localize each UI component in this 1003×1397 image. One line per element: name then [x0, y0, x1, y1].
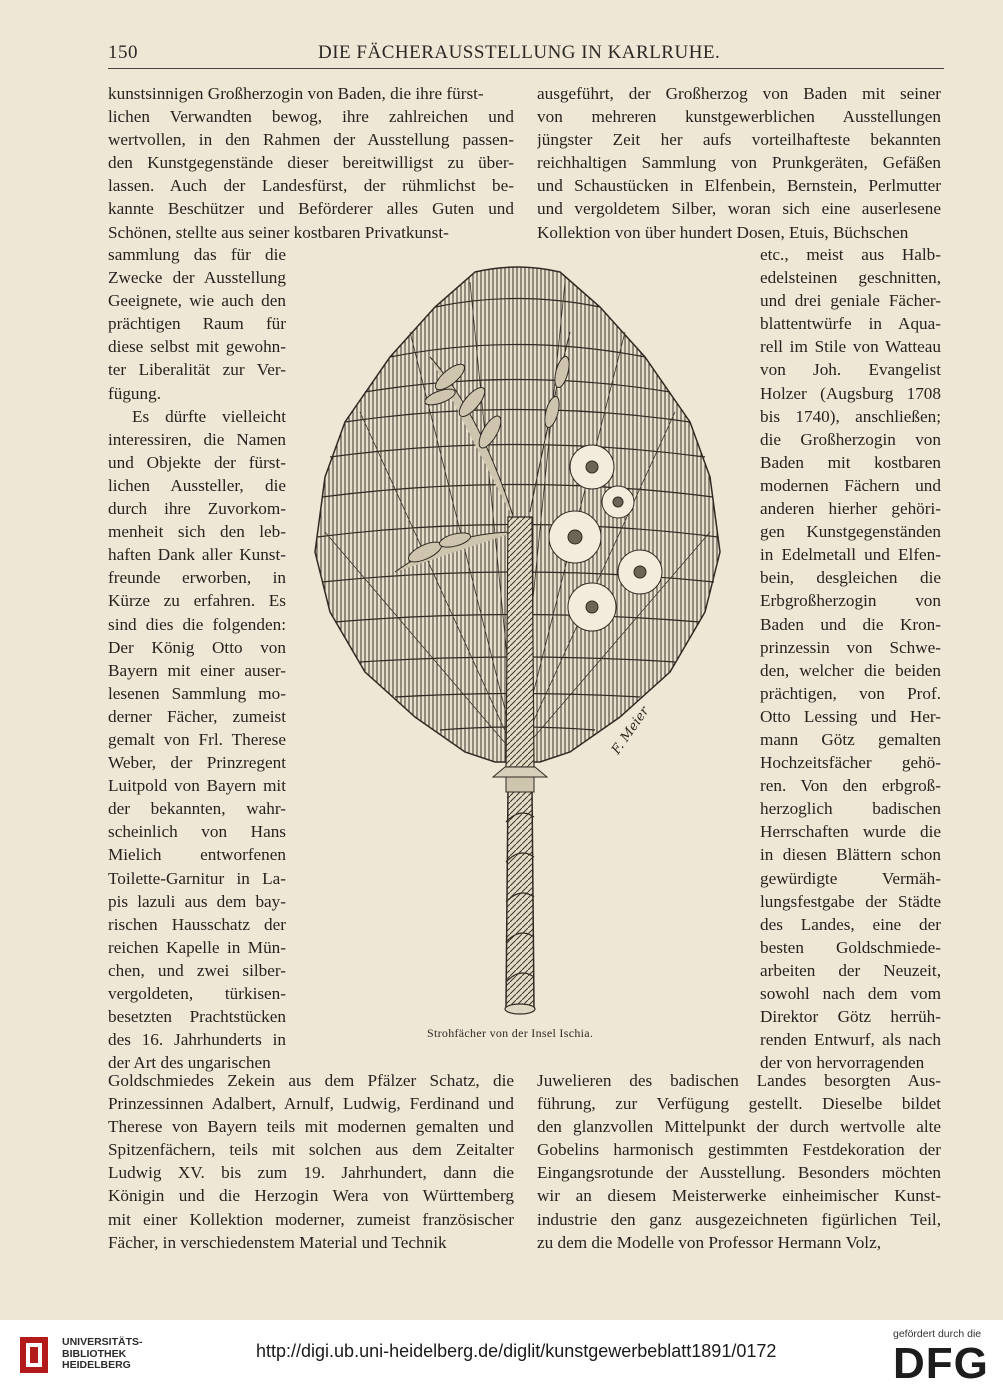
digitization-footer — [0, 1320, 1003, 1397]
page-header — [108, 42, 944, 72]
dfg-logo: DFG — [893, 1339, 989, 1388]
text-line: zu dem die Modelle von Professor Hermann Volz, — [537, 1232, 881, 1252]
text-line: lungsfestgabe der Städte — [760, 891, 941, 911]
header-rule — [108, 68, 944, 69]
text-line: Baden mit kostbaren — [760, 452, 941, 472]
text-line: den glanzvollen Mittelpunkt der durch wertvolle alte — [537, 1117, 941, 1137]
text-line: anderen hierher gehöri- — [760, 499, 941, 519]
text-line: von Joh. Evangelist — [760, 360, 941, 380]
text-line: ren. Von den erbgroß- — [760, 776, 941, 796]
text-line: prinzessin von Schwe- — [760, 637, 941, 657]
text-line: Geeignete, wie auch den — [108, 291, 286, 311]
text-line: Mielich entworfenen — [108, 845, 286, 865]
text-line: rischen Hausschatz der — [108, 914, 286, 934]
text-line: Es dürfte vielleicht — [132, 406, 286, 426]
text-line: den, welcher die beiden — [760, 660, 941, 680]
straw-fan-illustration — [300, 262, 735, 1022]
text-line: und vergoldetem Silber, woran sich eine auserlesene — [537, 199, 941, 219]
text-line: Spitzenfächern, teils mit solchen aus dem Zeitalter — [108, 1140, 514, 1160]
text-line: Bayern mit einer auser- — [108, 660, 286, 680]
text-line: Baden und die Kron- — [760, 614, 941, 634]
text-line: lichen Aussteller, die — [108, 475, 286, 495]
text-line: Hochzeitsfächer gehö- — [760, 753, 941, 773]
text-line: sammlung das für die — [108, 245, 286, 264]
text-line: Der König Otto von — [108, 637, 286, 657]
text-column-left-top — [108, 82, 514, 244]
text-line: Direktor Götz herrüh- — [760, 1007, 941, 1027]
text-line: jüngster Zeit her aufs vorteilhafteste bekannten — [537, 130, 941, 150]
text-line: Zwecke der Ausstellung — [108, 268, 286, 288]
text-line: der Art des ungarischen — [108, 1053, 271, 1073]
running-title: DIE FÄCHERAUSSTELLUNG IN KARLRUHE. — [318, 42, 721, 63]
text-line: der bekannten, wahr- — [108, 799, 286, 819]
text-line: Königin und die Herzogin Wera von Württemberg — [108, 1186, 514, 1206]
text-line: gemalt von Frl. Therese — [108, 729, 286, 749]
text-line: Toilette-Garnitur in La- — [108, 868, 286, 888]
text-line: gewürdigte Vermäh- — [760, 868, 941, 888]
figure-caption: Strohfächer von der Insel Ischia. — [427, 1026, 594, 1040]
text-line: Fächer, in verschiedenstem Material und Technik — [108, 1232, 447, 1252]
text-line: kunstsinnigen Großherzogin von Baden, die ihre fürst- — [108, 84, 484, 103]
text-column-left-wrap — [108, 243, 286, 1074]
text-line: etc., meist aus Halb- — [760, 245, 941, 264]
text-line: reichhaltigen Sammlung von Prunkgeräten, Gefäßen — [537, 153, 941, 173]
text-line: die Großherzogin von — [760, 429, 941, 449]
text-line: modernen Fächern und — [760, 475, 941, 495]
university-seal-icon — [14, 1333, 54, 1377]
text-line: ausgeführt, der Großherzog von Baden mit seiner — [537, 84, 941, 103]
text-column-right-wrap — [760, 243, 941, 1074]
text-line: industrie den ganz ausgezeichneten figürlichen Teil, — [537, 1209, 941, 1229]
text-line: ter Liberalität zur Ver- — [108, 360, 286, 380]
source-url-link[interactable]: http://digi.ub.uni-heidelberg.de/diglit/kunstgewerbeblatt1891/0172 — [256, 1341, 777, 1361]
text-line: edelsteinen geschnitten, — [760, 268, 941, 288]
text-line: Otto Lessing und Her- — [760, 706, 941, 726]
text-line: von mehreren kunstgewerblichen Ausstellungen — [537, 107, 941, 127]
text-column-right-top — [537, 82, 941, 244]
text-line: mann Götz gemalten — [760, 729, 941, 749]
text-line: den Kunstgegenstände dieser bereitwilligst zu über- — [108, 153, 514, 173]
text-line: Luitpold von Bayern mit — [108, 776, 286, 796]
text-line: reichen Kapelle in Mün- — [108, 937, 286, 957]
text-line: Ludwig XV. bis zum 19. Jahrhundert, dann die — [108, 1163, 514, 1183]
text-line: und Objekte der fürst- — [108, 452, 286, 472]
text-line: lichen Verwandten bewog, ihre zahlreichen und — [108, 107, 514, 127]
text-line: wertvollen, in den Rahmen der Ausstellung passen- — [108, 130, 514, 150]
sponsor-text: gefördert durch die — [893, 1328, 982, 1340]
text-line: arbeiten der Neuzeit, — [760, 960, 941, 980]
text-line: haften Dank aller Kunst- — [108, 545, 286, 565]
text-line: rell im Stile von Watteau — [760, 337, 941, 357]
text-line: bis 1740), anschließen; — [760, 406, 941, 426]
text-line: prächtigen, von Prof. — [760, 683, 941, 703]
text-line: der von hervorragenden — [760, 1053, 925, 1073]
text-line: und drei geniale Fächer- — [760, 291, 941, 311]
text-line: Goldschmiedes Zekein aus dem Pfälzer Schatz, die — [108, 1071, 514, 1090]
text-line: lesenen Sammlung mo- — [108, 683, 286, 703]
text-line: Gobelins harmonisch gestimmten Festdekoration der — [537, 1140, 941, 1160]
text-line: besetzten Prachtstücken — [108, 1007, 286, 1027]
text-line: sind dies die folgenden: — [108, 614, 286, 634]
text-line: Kürze zu erfahren. Es — [108, 591, 286, 611]
text-line: Weber, der Prinzregent — [108, 753, 286, 773]
text-line: vergoldeten, türkisen- — [108, 984, 286, 1003]
text-line: des Landes, eine der — [760, 914, 941, 934]
text-line: in diesen Blättern schon — [760, 845, 941, 865]
text-line: durch ihre Zuvorkom- — [108, 499, 286, 519]
text-line: bein, desgleichen die — [760, 568, 941, 588]
text-line: gen Kunstgegenständen — [760, 522, 941, 542]
text-line: derner Fächer, zumeist — [108, 706, 286, 726]
text-line: fügung. — [108, 383, 161, 403]
text-line: führung, zur Verfügung gestellt. Dieselbe bildet — [537, 1094, 941, 1114]
library-name: UNIVERSITÄTS- BIBLIOTHEK HEIDELBERG — [62, 1336, 143, 1371]
text-line: Holzer (Augsburg 1708 — [760, 383, 941, 403]
text-line: Kollektion von über hundert Dosen, Etuis, Büchschen — [537, 222, 909, 242]
text-line: Erbgroßherzogin von — [760, 591, 941, 611]
text-line: in Edelmetall und Elfen- — [760, 545, 941, 565]
text-line: sowohl nach dem vom — [760, 984, 941, 1003]
text-line: prächtigen Raum für — [108, 314, 286, 334]
text-line: menheit sich den leb- — [108, 522, 286, 542]
text-line: besten Goldschmiede- — [760, 937, 941, 957]
text-line: kannte Beschützer und Beförderer alles Guten und — [108, 199, 514, 219]
text-column-right-bottom — [537, 1069, 941, 1254]
text-column-left-bottom — [108, 1069, 514, 1254]
text-line: lassen. Auch der Landesfürst, der rühmlichst be- — [108, 176, 514, 196]
artist-signature: F. Meier — [608, 704, 653, 758]
text-line: Herrschaften wurde die — [760, 822, 941, 842]
text-line: herzoglich badischen — [760, 799, 941, 819]
text-line: Schönen, stellte aus seiner kostbaren Privatkunst- — [108, 222, 449, 242]
text-line: interessiren, die Namen — [108, 429, 286, 449]
text-line: und Schaustücken in Elfenbein, Bernstein, Perlmutter — [537, 176, 941, 196]
text-line: mit einer Kollektion moderner, zumeist französischer — [108, 1209, 514, 1229]
text-line: wir an diesem Meisterwerke einheimischer Kunst- — [537, 1186, 941, 1206]
text-line: renden Entwurf, als nach — [760, 1030, 941, 1050]
text-line: diese selbst mit gewohn- — [108, 337, 286, 357]
text-line: Prinzessinnen Adalbert, Arnulf, Ludwig, Ferdinand und — [108, 1094, 514, 1114]
text-line: chen, und zwei silber- — [108, 960, 286, 980]
text-line: Juwelieren des badischen Landes besorgten Aus- — [537, 1071, 941, 1090]
text-line: blattentwürfe in Aqua- — [760, 314, 941, 334]
text-line: Eingangsrotunde der Ausstellung. Besonders möchten — [537, 1163, 941, 1183]
text-line: pis lazuli aus dem bay- — [108, 891, 286, 911]
text-line: Therese von Bayern teils mit modernen gemalten und — [108, 1117, 514, 1137]
text-line: des 16. Jahrhunderts in — [108, 1030, 286, 1050]
page-number: 150 — [108, 42, 138, 63]
text-line: freunde erworben, in — [108, 568, 286, 588]
text-line: scheinlich von Hans — [108, 822, 286, 842]
